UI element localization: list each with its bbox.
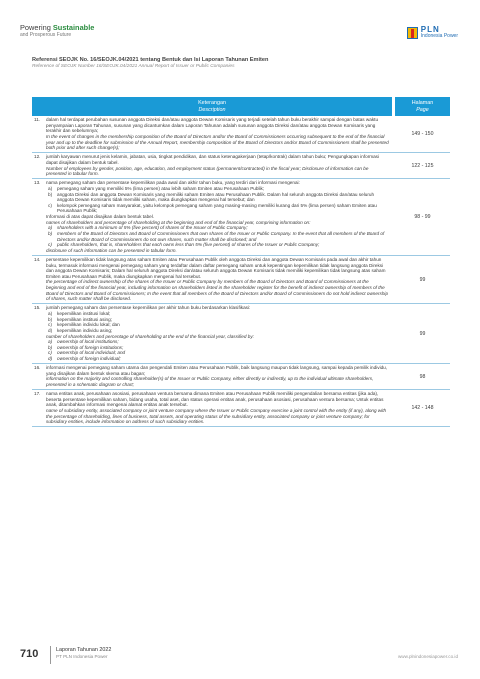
description-en: the percentage of indirect ownership of the shares of the Issuer or Public Company by members of the Board of Directors and Board of Commissioners at the beginning and end of the financial year, including information on shareholders listed in the shareholder register for the benefit of indirect ownership of members of the Board of Directors and Board of Commissioners; In the event that all members of the Board of Directors and/or Board of Commissioners do not hold indirect ownership of shares, such matter shall be disclosed. xyxy=(46,279,389,302)
page-header xyxy=(0,10,480,40)
description-en: information on the majority and controlling shareholder(s) of the Issuer or Public Company, either directly or indirectly, up to the individual ultimate shareholders, presented in a schematic diagram or chart; xyxy=(46,376,374,387)
reference-table xyxy=(32,97,450,427)
header-description xyxy=(32,97,392,116)
row-number: 17. xyxy=(34,391,41,397)
table-row xyxy=(32,179,450,256)
row-description xyxy=(32,116,392,152)
row-number: 15. xyxy=(34,305,41,311)
reference-heading xyxy=(32,57,452,69)
page-footer xyxy=(0,640,480,670)
list-item: a) shareholders with a minimum of 5% (five percent) of shares of the Issuer of Public Company; xyxy=(48,225,248,231)
table-row xyxy=(32,116,450,153)
row-page: 149 - 150 xyxy=(411,131,434,138)
list-item: c) public shareholders, that is, shareholders that each owns less than 5% (five percent) of shares of the Issuer or Public Company; xyxy=(48,242,320,248)
brand-tagline xyxy=(20,24,94,40)
list-item: a) kepemilikan institusi lokal; xyxy=(48,311,111,316)
table-row xyxy=(32,364,450,390)
row-page: 99 xyxy=(419,276,426,283)
description-en: names of shareholders and percentage of shareholding at the beginning and end of the financial year, comprising information on: xyxy=(46,219,311,225)
row-description xyxy=(32,179,392,255)
description-en: name of subsidiary entity, associated company or joint venture company where the Issuer or Public Company exercise a joint control with the entity (if any), along with the percentage of shareholding, lines of business, total assets, and operating status of the subsidiary entity, associated company or joint venture company; for subsidiary entities, include information on address of such subsidiary entities. xyxy=(46,408,387,425)
table-body xyxy=(32,116,450,427)
list-item: d) kepemilikan individu asing; xyxy=(48,327,113,333)
reference-subtitle: Reference of SEOJK Number 16/SEOJK.04/2021 Annual Report of Issuer or Public Companies xyxy=(32,64,235,69)
description-id: jumlah karyawan menurut jenis kelamin, jabatan, usia, tingkat pendidikan, dan status ketenagakerjaan (tetap/kontrak) dalam tahun buku; Pengungkapan informasi dapat disajikan dalam bentuk tabel. xyxy=(46,154,380,165)
table-header xyxy=(32,97,450,116)
logo-name: PLN xyxy=(420,25,440,34)
pln-lightning-icon xyxy=(407,27,418,39)
table-row xyxy=(32,153,450,179)
description-id-note: Informasi di atas dapat disajikan dalam bentuk tabel. xyxy=(46,214,155,219)
page-number: 710 xyxy=(20,648,39,660)
row-number: 13. xyxy=(34,180,41,186)
list-item: d) ownership of foreign individual; xyxy=(48,356,121,361)
list-item: c) kepemilikan individu lokal; dan xyxy=(48,322,120,328)
description-id: nama entitas anak, perusahaan asosiasi, perusahaan ventura bersama dimana Emiten atau Perusahaan Publik memiliki pengendalian bersama entitas (jika ada), beserta persentase kepemilikan saham, bidang usaha, total aset, dan status operasi entitas anak, perusahaan asosiasi, perusahaan ventura bersama; Untuk entitas anak, ditambahkan informasi mengenai alamat entitas anak tersebut. xyxy=(46,391,384,408)
description-en: Number of employees by gender, position, age, education, and employment status (permanent/contracted) in the fiscal year; Disclosure of information can be presented in tabular form. xyxy=(46,165,369,177)
row-page: 98 xyxy=(419,373,426,380)
description-en: number of shareholders and percentage of shareholding at the end of the financial year, classified by: xyxy=(46,333,254,339)
row-page: 98 - 99 xyxy=(414,214,431,221)
row-description xyxy=(32,364,392,389)
description-id: jumlah pemegang saham dan persentase kepemilikan per akhir tahun buku berdasarkan klasifikasi: xyxy=(46,305,251,311)
list-item: b) anggota Direksi dan anggota Dewan Komisaris yang memiliki saham Emiten atau Perusahaan Publik. Dalam hal seluruh anggota Direksi dan/atau seluruh anggota Dewan Komisaris tidak memiliki saham, maka diungkapkan mengenai hal tersebut; dan xyxy=(48,191,375,203)
description-id: informasi mengenai pemegang saham utama dan pengendali Emiten atau Perusahaan Publik, baik langsung maupun tidak langsung, sampai kepada pemilik individu, yang disajikan dalam bentuk skema atau bagan; xyxy=(46,365,388,376)
table-row xyxy=(32,304,450,364)
list-item: b) ownership of foreign institutions; xyxy=(48,344,124,350)
header-description-en: Description xyxy=(198,106,226,113)
brand-accent: Sustainable xyxy=(52,23,95,32)
description-id: nama pemegang saham dan persentase kepemilikan pada awal dan akhir tahun buku, yang terdiri dari informasi mengenai: xyxy=(46,180,300,186)
list-item: b) members of the Board of Directors and Board of Commissioners that own shares of the Issuer or Public Company. In the event that all members of the Board of Directors and/or Board of Commissioners do not own shares, such matter shall be disclosed; and xyxy=(48,230,385,242)
list-item: a) pemegang saham yang memiliki 5% (lima persen) atau lebih saham Emiten atau Perusahaan Publik; xyxy=(48,185,265,191)
brand-prefix: Powering xyxy=(20,23,51,32)
description-en: In the event of changes in the membership composition of the Board of Directors and/or the Board of Commissioners occurring subsequent to the end of the financial year and up to the deadline for submission of the Annual Report, membership composition of the Board of Directors and/or Board of Commissioners shall be presented both prior and after such change(s); xyxy=(46,133,389,151)
row-number: 14. xyxy=(34,256,41,262)
description-en-note: disclosure of such information can be presented in tabular form. xyxy=(46,247,177,253)
table-row xyxy=(32,390,450,427)
logo-sub: Indonesia Power xyxy=(420,33,458,39)
description-id: dalam hal terdapat perubahan susunan anggota Direksi dan/atau anggota Dewan Komisaris yang terjadi setelah tahun buku berakhir sampai dengan batas waktu penyampaian Laporan Tahunan, susunan yang dicantumkan dalam Laporan Tahunan adalah susunan anggota Direksi dan/atau anggota Dewan Komisaris yang terakhir dan sebelumnya; xyxy=(46,117,379,134)
list-item: c) ownership of local individual; and xyxy=(48,350,126,356)
row-description xyxy=(32,304,392,363)
reference-title: Referensi SEOJK No. 16/SEOJK.04/2021 tentang Bentuk dan Isi Laporan Tahunan Emiten xyxy=(32,57,269,63)
row-page: 142 - 148 xyxy=(411,405,434,412)
list-item: b) kepemilikan institusi asing; xyxy=(48,316,112,322)
brand-line2: and Prosperous Future xyxy=(20,32,72,39)
row-description xyxy=(32,390,392,426)
footer-report-sub: PT PLN Indonesia Power xyxy=(56,653,108,659)
pln-logo xyxy=(407,26,458,40)
list-item: a) ownership of local institutions; xyxy=(48,339,119,345)
footer-report-title: Laporan Tahunan 2022 xyxy=(56,647,112,653)
row-number: 11. xyxy=(34,117,41,122)
row-description xyxy=(32,256,392,304)
header-page-en: Page xyxy=(416,106,429,113)
table-row xyxy=(32,256,450,305)
description-id: persentase kepemilikan tidak langsung atas saham Emiten atau Perusahaan Publik oleh anggota Direksi dan anggota Dewan Komisaris pada awal dan akhir tahun buku, termasuk informasi mengenai pemegang saham yang terdaftar dalam daftar pemegang saham untuk kepentingan kepemilikan tidak langsung anggota Direksi dan anggota Dewan Komisaris; Dalam hal seluruh anggota Direksi dan/atau seluruh anggota Dewan Komisaris tidak memiliki kepemilikan tidak langsung atas saham Emiten atau Perusahaan Publik, maka diungkapkan mengenai hal tersebut. xyxy=(46,256,386,279)
header-page-id: Halaman xyxy=(411,99,434,106)
row-number: 12. xyxy=(34,154,41,160)
header-description-id: Keterangan xyxy=(198,99,226,106)
row-page: 99 xyxy=(419,330,426,337)
footer-website: www.plnindonesiapower.co.id xyxy=(397,654,458,659)
row-page: 122 - 125 xyxy=(411,162,434,169)
footer-divider xyxy=(50,646,51,664)
list-item: c) kelompok pemegang saham masyarakat, yaitu kelompok pemegang saham yang masing-masing memiliki kurang dari 5% (lima persen) saham Emiten atau Perusahaan Publik; xyxy=(48,202,377,214)
row-number: 16. xyxy=(34,365,41,371)
row-description xyxy=(32,153,392,178)
header-page xyxy=(395,97,450,116)
